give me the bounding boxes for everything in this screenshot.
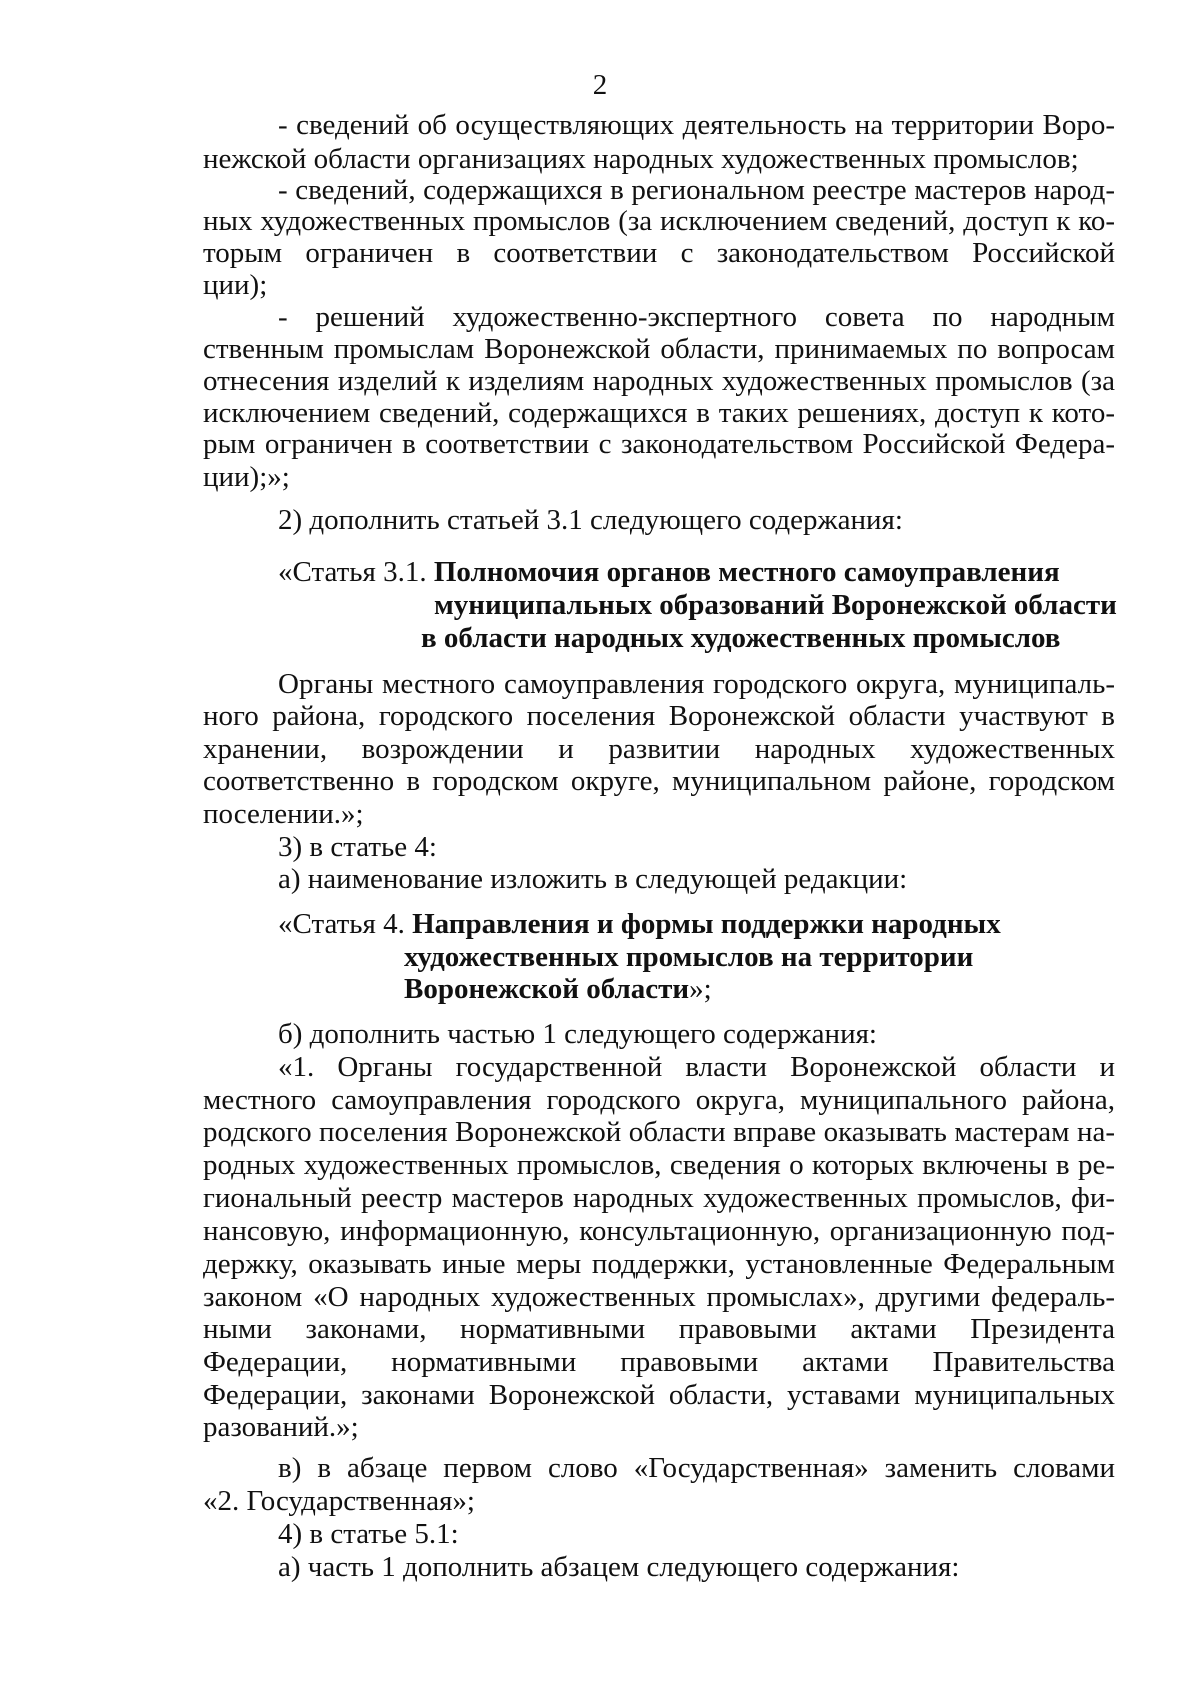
text-line: родных художественных промыслов, сведения о которых включены в ре-	[203, 1149, 1115, 1181]
text-line: 2) дополнить статьей 3.1 следующего содержания:	[278, 504, 903, 536]
text-line: а) часть 1 дополнить абзацем следующего содержания:	[278, 1551, 960, 1583]
article-title: Направления и формы поддержки народных	[412, 908, 1001, 940]
text-line: - сведений об осуществляющих деятельность на территории Воро-	[278, 109, 1115, 141]
text-line: а) наименование изложить в следующей редакции:	[278, 863, 908, 895]
article-heading-line	[404, 972, 712, 1006]
text-line: - решений художественно-экспертного совета по народным	[278, 301, 1115, 333]
text-line: хранении, возрождении и развитии народных художественных	[203, 733, 1115, 765]
text-line: ного района, городского поселения Воронежской области участвуют в	[203, 700, 1115, 732]
article-number: «Статья 4.	[278, 908, 413, 940]
text-line: Федерации, законами Воронежской области, уставами муниципальных	[203, 1379, 1115, 1411]
text-line: - сведений, содержащихся в региональном реестре мастеров народ-	[278, 174, 1115, 206]
text-line: ных художественных промыслов (за исключением сведений, доступ к ко-	[203, 205, 1115, 237]
text-line: местного самоуправления городского округа, муниципального района,	[203, 1084, 1115, 1116]
text-line: ции);»;	[203, 461, 290, 493]
text-line: ции);	[203, 269, 268, 301]
text-line: ными законами, нормативными правовыми актами Президента	[203, 1313, 1115, 1345]
page-number: 2	[592, 69, 608, 101]
text-line: разований.»;	[203, 1411, 359, 1443]
text-line: «2. Государственная»;	[203, 1485, 475, 1517]
article-title: муниципальных образований Воронежской области	[434, 589, 1117, 621]
text-line: «1. Органы государственной власти Воронежской области и	[278, 1051, 1115, 1083]
text-line: родского поселения Воронежской области вправе оказывать мастерам на-	[203, 1116, 1115, 1148]
article-number: «Статья 3.1.	[278, 556, 434, 588]
text-line: соответственно в городском округе, муниципальном районе, городском	[203, 765, 1115, 797]
text-line: Органы местного самоуправления городского округа, муниципаль-	[278, 668, 1115, 700]
text-line: Федерации, нормативными правовыми актами Правительства	[203, 1346, 1115, 1378]
text-line: нежской области организациях народных художественных промыслов;	[203, 143, 1079, 175]
text-line: поселении.»;	[203, 798, 364, 830]
text-line: законом «О народных художественных промыслах», другими федераль-	[203, 1281, 1115, 1313]
text-line: отнесения изделий к изделиям народных художественных промыслов (за	[203, 365, 1115, 397]
article-heading-line	[278, 907, 1001, 941]
text-line: в) в абзаце первом слово «Государственная» заменить словами	[278, 1452, 1115, 1484]
text-line: торым ограничен в соответствии с законодательством Российской	[203, 237, 1115, 269]
text-line: нансовую, информационную, консультационную, организационную под-	[203, 1215, 1115, 1247]
article-heading-line	[278, 555, 1060, 589]
text-line: б) дополнить частью 1 следующего содержания:	[278, 1018, 877, 1050]
text-line: гиональный реестр мастеров народных художественных промыслов, фи-	[203, 1182, 1115, 1214]
article-title: в области народных художественных промыслов	[421, 622, 1061, 654]
text-line: ственным промыслам Воронежской области, принимаемых по вопросам	[203, 333, 1115, 365]
text-line: исключением сведений, содержащихся в таких решениях, доступ к кото-	[203, 397, 1115, 429]
text-line: 3) в статье 4:	[278, 831, 437, 863]
article-title: художественных промыслов на территории	[404, 941, 974, 973]
article-title: Полномочия органов местного самоуправления	[433, 556, 1060, 588]
article-title: Воронежской области	[404, 973, 690, 1005]
text-line: рым ограничен в соответствии с законодательством Российской Федера-	[203, 428, 1115, 460]
text-line: держку, оказывать иные меры поддержки, установленные Федеральным	[203, 1248, 1115, 1280]
text-fragment: »;	[689, 973, 712, 1005]
text-line: 4) в статье 5.1:	[278, 1518, 459, 1550]
